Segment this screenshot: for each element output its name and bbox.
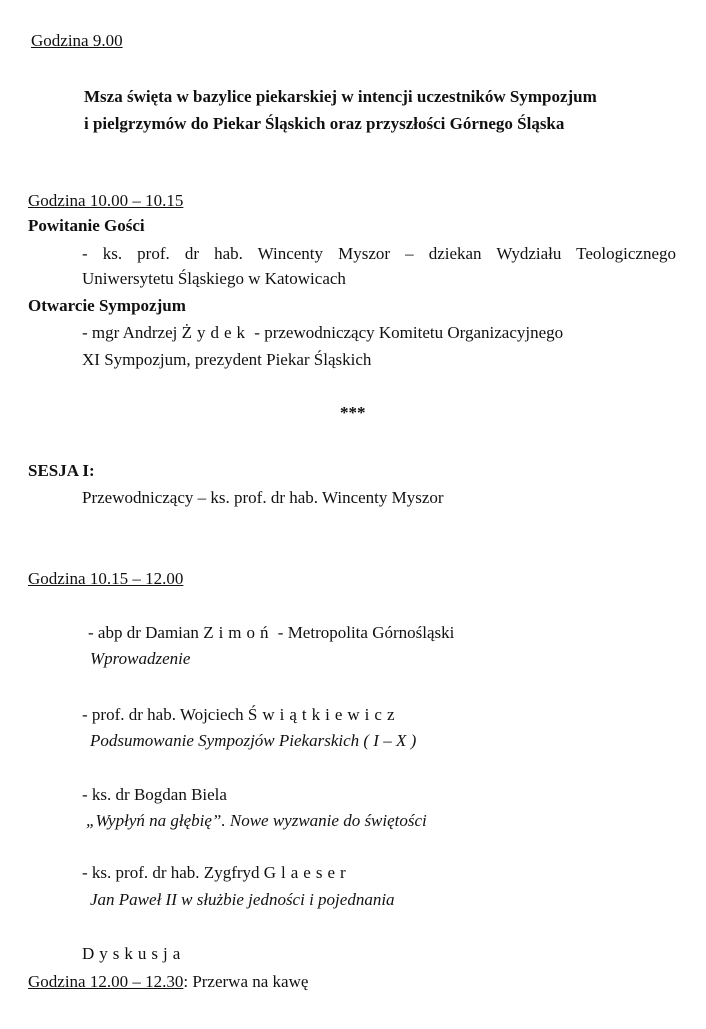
talk-speaker-4-prefix: - ks. prof. dr hab. Zygfryd <box>82 863 264 882</box>
discussion-label: Dyskusja <box>82 944 186 963</box>
talk-speaker-2 <box>82 704 400 726</box>
welcome-line-2: Uniwersytetu Śląskiego w Katowicach <box>82 269 346 288</box>
separator: *** <box>340 403 366 422</box>
welcome-heading: Powitanie Gości <box>28 216 145 235</box>
talk-speaker-4-name: Glaeser <box>263 863 351 882</box>
opening-line-2: XI Sympozjum, prezydent Piekar Śląskich <box>82 350 372 369</box>
time-heading-1015: Godzina 10.15 – 12.00 <box>28 569 184 588</box>
talk-title-1: Wprowadzenie <box>90 649 191 668</box>
opening-line-1 <box>82 322 563 344</box>
talk-speaker-1-suffix: - Metropolita Górnośląski <box>273 623 455 642</box>
session-title: SESJA I: <box>28 461 95 480</box>
talk-title-3: „Wypłyń na głębię”. Nowe wyzwanie do świętości <box>86 811 427 830</box>
talk-title-4: Jan Paweł II w służbie jedności i pojednania <box>90 890 395 909</box>
mass-line-2: i pielgrzymów do Piekar Śląskich oraz przyszłości Górnego Śląska <box>84 114 565 133</box>
talk-speaker-4 <box>82 862 351 884</box>
welcome-line-1: - ks. prof. dr hab. Wincenty Myszor – dziekan Wydziału Teologicznego <box>82 244 676 263</box>
mass-line-1: Msza święta w bazylice piekarskiej w intencji uczestników Sympozjum <box>84 87 597 106</box>
coffee-break-text: : Przerwa na kawę <box>183 972 309 991</box>
talk-speaker-1 <box>88 622 454 644</box>
talk-speaker-2-prefix: - prof. dr hab. Wojciech <box>82 705 248 724</box>
talk-speaker-1-prefix: - abp dr Damian <box>88 623 204 642</box>
time-heading-12: Godzina 12.00 – 12.30 <box>28 972 184 991</box>
session-chair: Przewodniczący – ks. prof. dr hab. Wincenty Myszor <box>82 488 444 507</box>
talk-speaker-2-name: Świątkiewicz <box>247 705 400 724</box>
opening-heading: Otwarcie Sympozjum <box>28 296 186 315</box>
talk-title-2: Podsumowanie Sympozjów Piekarskich ( I – X ) <box>90 731 417 750</box>
time-heading-9: Godzina 9.00 <box>31 31 123 50</box>
opening-person-name: Żydek <box>181 323 251 342</box>
coffee-break-line <box>28 971 308 993</box>
time-heading-10: Godzina 10.00 – 10.15 <box>28 191 184 210</box>
opening-prefix: - mgr Andrzej <box>82 323 182 342</box>
talk-speaker-1-name: Zimoń <box>203 623 274 642</box>
talk-speaker-3: - ks. dr Bogdan Biela <box>82 785 227 804</box>
opening-suffix: - przewodniczący Komitetu Organizacyjnego <box>250 323 564 342</box>
